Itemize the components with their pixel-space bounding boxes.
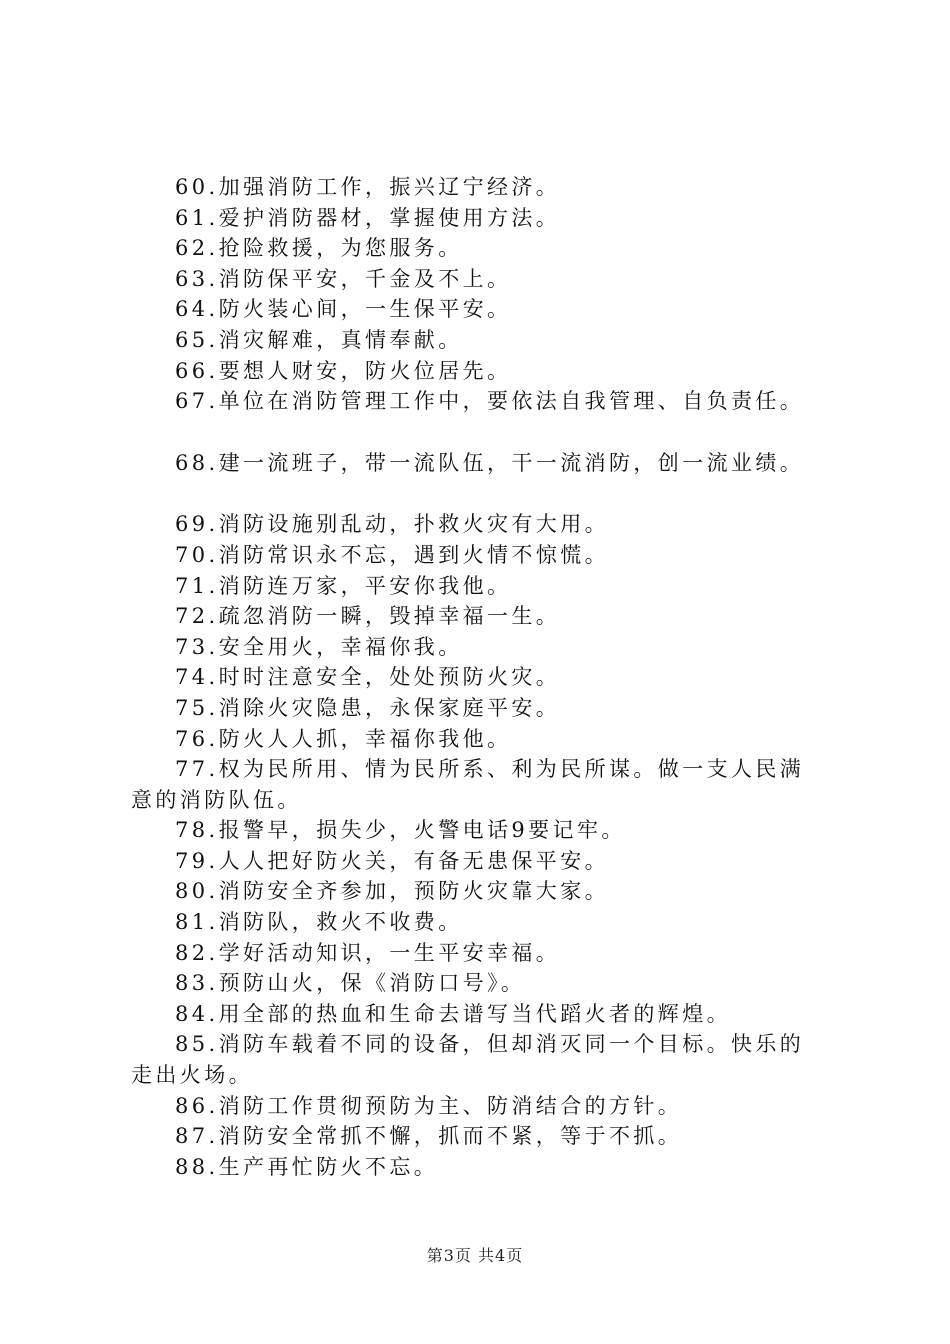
slogan-line: 79.人人把好防火关，有备无患保平安。	[175, 848, 609, 873]
slogan-line: 88.生产再忙防火不忘。	[175, 1154, 439, 1179]
slogan-line: 60.加强消防工作，振兴辽宁经济。	[175, 175, 561, 199]
page-footer: 第3页 共4页	[426, 1246, 524, 1265]
slogan-line: 84.用全部的热血和生命去谱写当代蹈火者的辉煌。	[175, 1001, 731, 1026]
slogan-line: 82.学好活动知识，一生平安幸福。	[175, 940, 561, 965]
slogan-line: 85.消防车载着不同的设备，但却消灭同一个目标。快乐的	[175, 1032, 805, 1057]
slogan-line: 87.消防安全常抓不懈，抓而不紧，等于不抓。	[175, 1124, 683, 1149]
slogan-line: 78.报警早，损失少，火警电话9要记牢。	[175, 818, 626, 843]
slogan-line: 73.安全用火，幸福你我。	[175, 634, 463, 659]
slogan-line: 69.消防设施别乱动，扑救火灾有大用。	[175, 512, 609, 537]
spacer	[131, 478, 831, 509]
slogan-line: 76.防火人人抓，幸福你我他。	[175, 726, 512, 751]
slogan-line: 75.消除火灾隐患，永保家庭平安。	[175, 695, 561, 720]
slogan-line: 64.防火装心间，一生保平安。	[175, 297, 512, 322]
slogan-line: 72.疏忽消防一瞬，毁掉幸福一生。	[175, 604, 561, 629]
slogan-line-continuation: 走出火场。	[131, 1063, 253, 1088]
slogan-line: 70.消防常识永不忘，遇到火情不惊慌。	[175, 542, 609, 567]
slogan-line: 63.消防保平安，千金及不上。	[175, 266, 512, 291]
slogan-line: 61.爱护消防器材，掌握使用方法。	[175, 205, 561, 230]
slogan-line: 67.单位在消防管理工作中，要依法自我管理、自负责任。	[175, 389, 805, 414]
slogan-line: 81.消防队，救火不收费。	[175, 910, 463, 935]
slogan-line-continuation: 意的消防队伍。	[131, 787, 302, 812]
slogan-line: 71.消防连万家，平安你我他。	[175, 573, 512, 598]
slogan-list	[131, 172, 831, 1182]
slogan-line: 74.时时注意安全，处处预防火灾。	[175, 665, 561, 690]
slogan-line: 62.抢险救援，为您服务。	[175, 236, 463, 261]
slogan-line: 77.权为民所用、情为民所系、利为民所谋。做一支人民满	[175, 757, 805, 782]
slogan-line: 83.预防山火，保《消防口号》。	[175, 971, 526, 996]
slogan-line: 80.消防安全齐参加，预防火灾靠大家。	[175, 879, 609, 904]
slogan-line: 86.消防工作贯彻预防为主、防消结合的方针。	[175, 1093, 683, 1118]
spacer	[131, 417, 831, 448]
slogan-line: 65.消灾解难，真情奉献。	[175, 327, 463, 352]
slogan-line: 68.建一流班子，带一流队伍，干一流消防，创一流业绩。	[175, 450, 805, 475]
slogan-line: 66.要想人财安，防火位居先。	[175, 358, 512, 383]
